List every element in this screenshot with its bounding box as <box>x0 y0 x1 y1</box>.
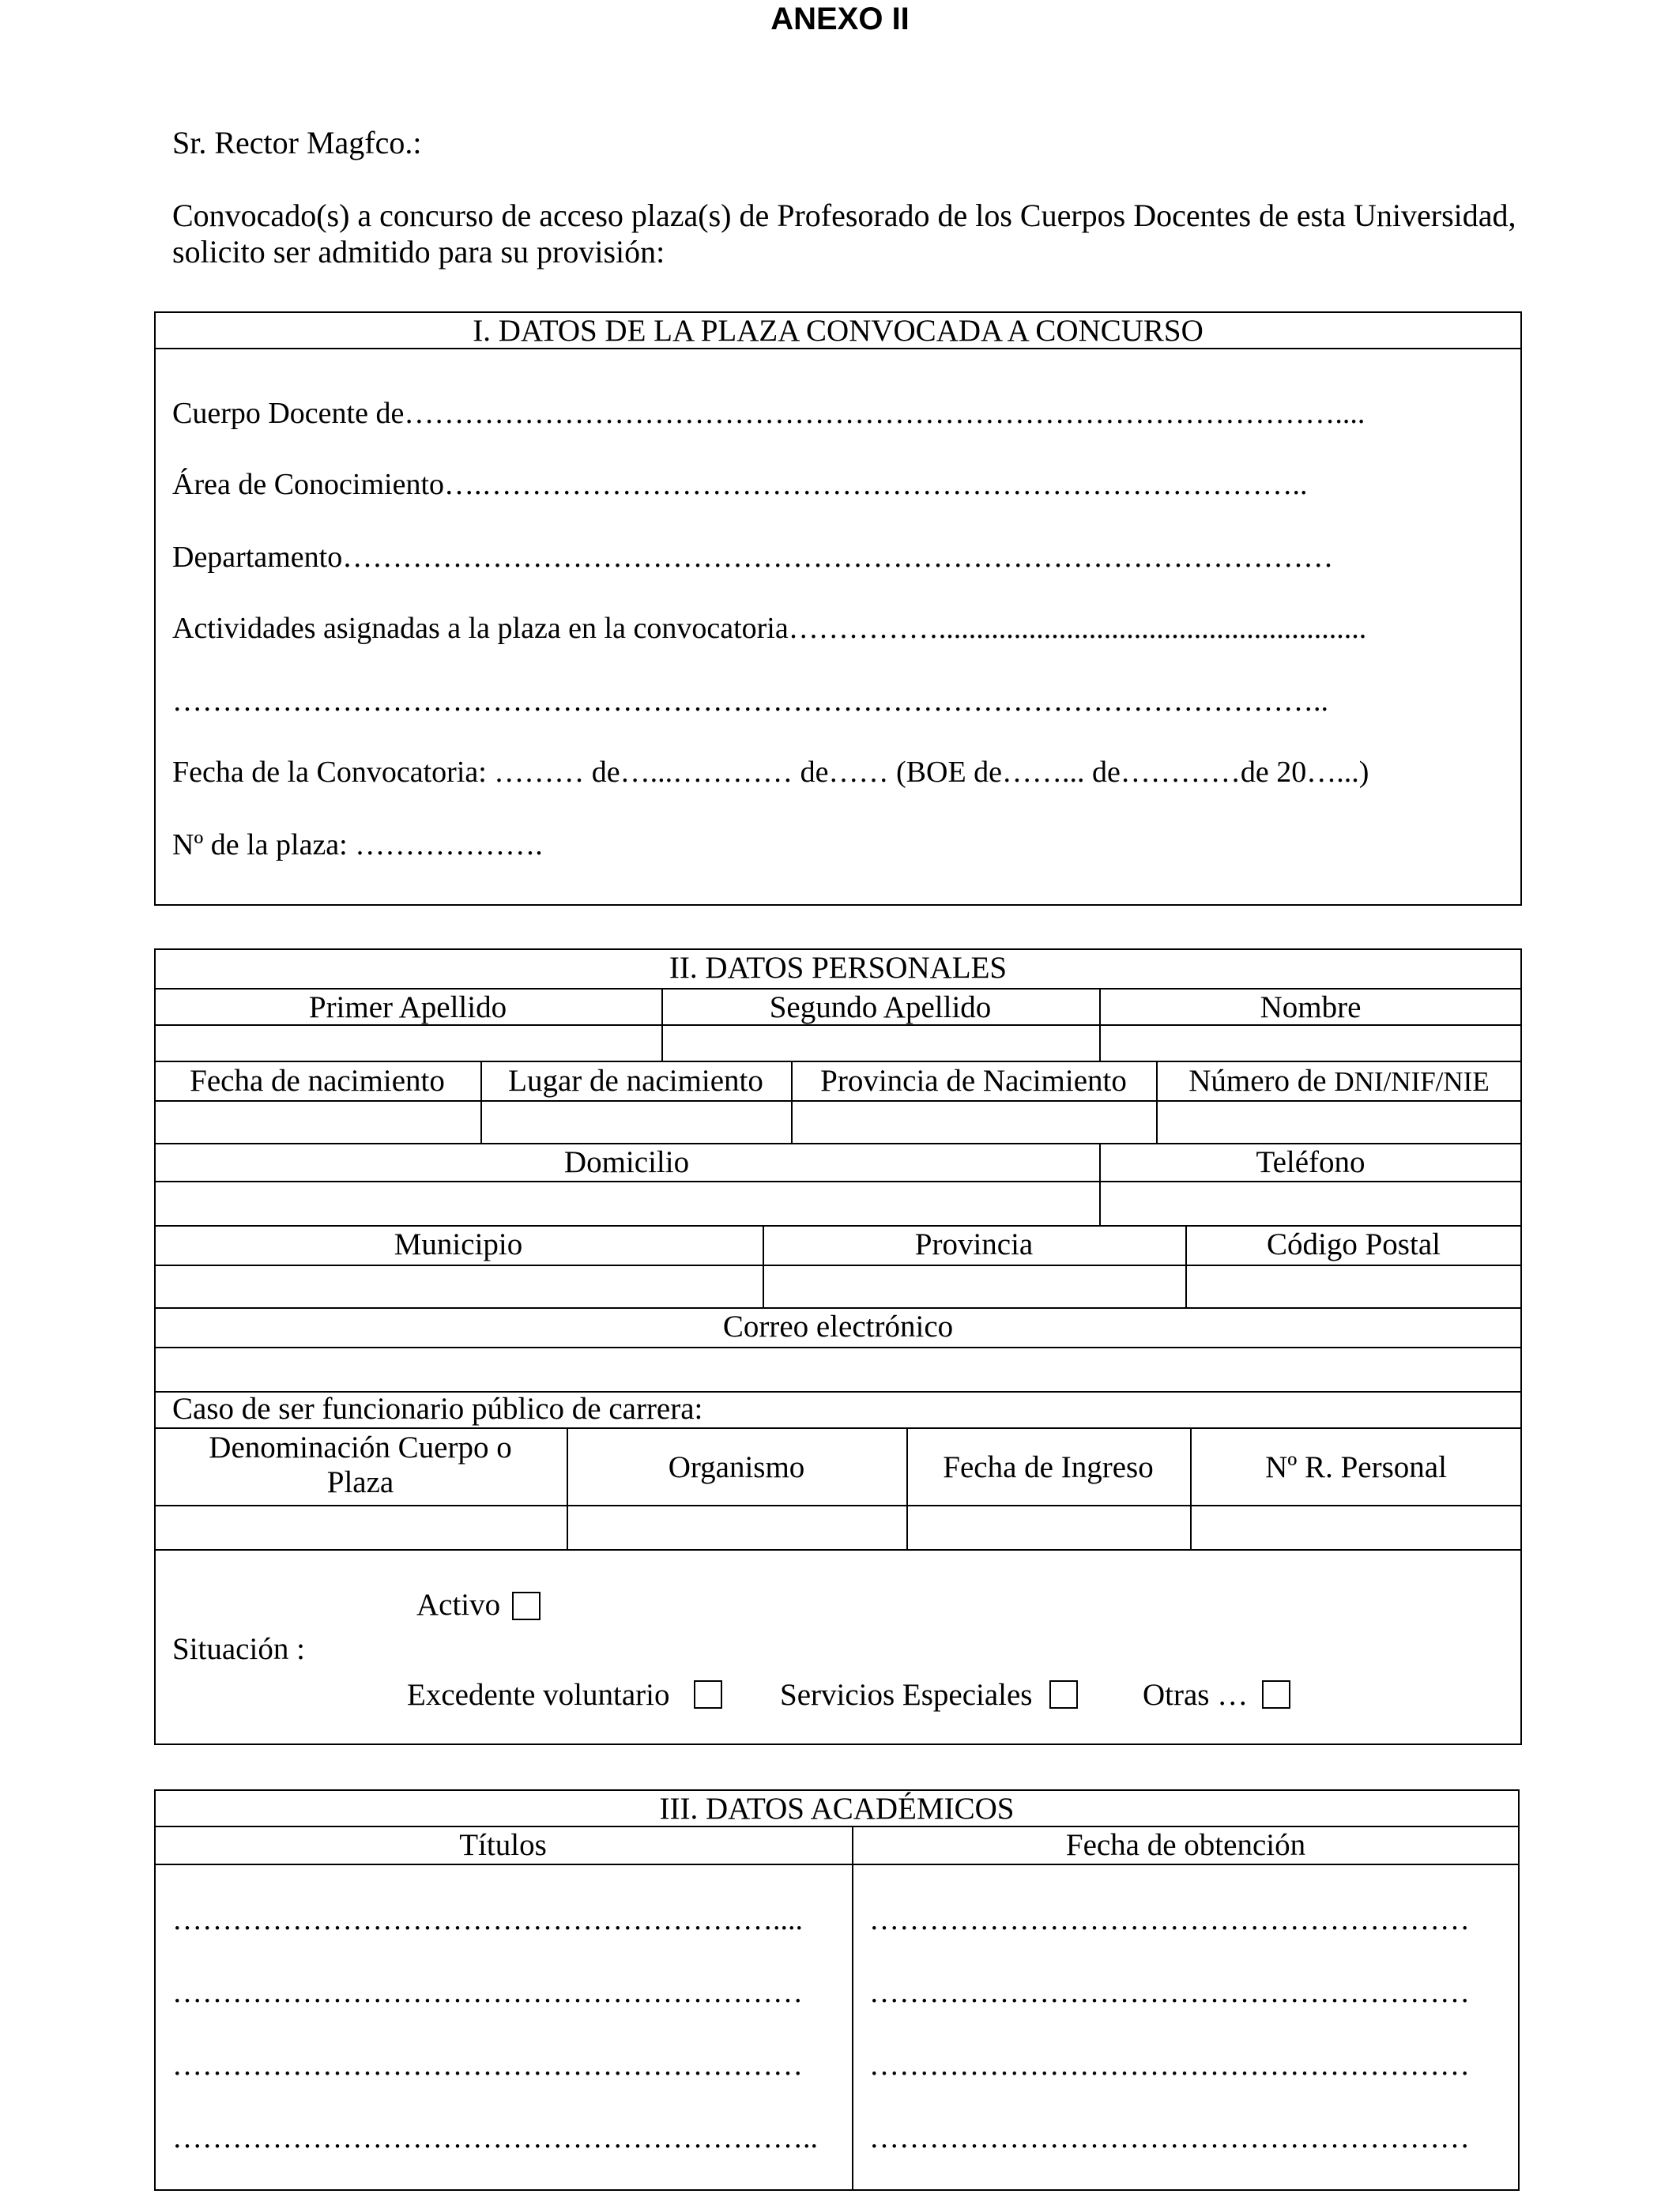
organismo-label: Organismo <box>668 1450 805 1484</box>
fecha-obtencion-field-1[interactable]: …………………………………………………… <box>869 1903 1470 1936</box>
servicios-especiales-checkbox[interactable] <box>1049 1680 1078 1709</box>
municipio-input[interactable] <box>156 1266 761 1306</box>
activo-checkbox[interactable] <box>512 1592 541 1620</box>
servicios-especiales-label: Servicios Especiales <box>780 1678 1033 1712</box>
titulo-field-1[interactable]: …………………………………………………….... <box>172 1903 803 1936</box>
nr-personal-label: Nº R. Personal <box>1265 1450 1447 1484</box>
segundo-apellido-label: Segundo Apellido <box>769 990 992 1024</box>
nombre-label: Nombre <box>1260 990 1362 1024</box>
organismo-input[interactable] <box>568 1506 905 1547</box>
fecha-ingreso-label: Fecha de Ingreso <box>943 1450 1154 1484</box>
section-academic-title: III. DATOS ACADÉMICOS <box>659 1792 1015 1826</box>
divider <box>852 1826 853 2191</box>
nombre-input[interactable] <box>1101 1026 1520 1059</box>
cuerpo-docente-field[interactable]: Cuerpo Docente de………………………………………………………………………………….... <box>172 397 1365 430</box>
otras-label: Otras … <box>1143 1678 1249 1712</box>
excedente-label: Excedente voluntario <box>407 1678 670 1712</box>
numero-dni-prefix: Número de <box>1188 1064 1335 1098</box>
telefono-input[interactable] <box>1101 1182 1520 1223</box>
departamento-field[interactable]: Departamento……………………………………………………………………………………… <box>172 541 1334 574</box>
provincia-input[interactable] <box>764 1266 1184 1306</box>
primer-apellido-label: Primer Apellido <box>308 990 507 1024</box>
fecha-obtencion-field-4[interactable]: …………………………………………………… <box>869 2121 1470 2154</box>
titulo-field-4[interactable]: ……………………………………………………….. <box>172 2121 818 2154</box>
lugar-nacimiento-input[interactable] <box>482 1102 789 1141</box>
correo-input[interactable] <box>156 1348 1520 1389</box>
lugar-nacimiento-label: Lugar de nacimiento <box>508 1064 763 1098</box>
fecha-obtencion-field-3[interactable]: …………………………………………………… <box>869 2049 1470 2082</box>
page-title: ANEXO II <box>770 2 910 36</box>
activo-label: Activo <box>416 1588 501 1622</box>
codigo-postal-label: Código Postal <box>1267 1227 1441 1261</box>
situacion-label: Situación : <box>172 1632 305 1666</box>
numero-dni-input[interactable] <box>1158 1102 1520 1141</box>
domicilio-input[interactable] <box>156 1182 1098 1223</box>
titulo-field-2[interactable]: ……………………………………………………… <box>172 1976 803 2009</box>
domicilio-label: Domicilio <box>563 1145 690 1179</box>
titulo-field-3[interactable]: ……………………………………………………… <box>172 2049 803 2082</box>
telefono-label: Teléfono <box>1256 1145 1365 1179</box>
fecha-nacimiento-label: Fecha de nacimiento <box>190 1064 445 1098</box>
intro-text-line-2: solicito ser admitido para su provisión: <box>172 234 665 270</box>
fecha-convocatoria-field[interactable]: Fecha de la Convocatoria: ……… de…...………… de…… (BOE de……... de…………de 20…...) <box>172 756 1369 789</box>
denominacion-line-2: Plaza <box>326 1465 394 1499</box>
numero-plaza-field[interactable]: Nº de la plaza: ………………. <box>172 828 543 861</box>
actividades-field[interactable]: Actividades asignadas a la plaza en la convocatoria……………......................................................... <box>172 612 1367 645</box>
section-plaza-title: I. DATOS DE LA PLAZA CONVOCADA A CONCURSO <box>473 314 1203 348</box>
provincia-nacimiento-label: Provincia de Nacimiento <box>820 1064 1127 1098</box>
provincia-nacimiento-input[interactable] <box>793 1102 1155 1141</box>
intro-text-line-1: Convocado(s) a concurso de acceso plaza(s) de Profesorado de los Cuerpos Docentes de esta Universidad, <box>172 198 1516 233</box>
salutation: Sr. Rector Magfco.: <box>172 125 422 160</box>
otras-checkbox[interactable] <box>1262 1680 1290 1709</box>
divider <box>154 1864 1520 1865</box>
municipio-label: Municipio <box>394 1227 523 1261</box>
fecha-ingreso-input[interactable] <box>908 1506 1188 1547</box>
denominacion-input[interactable] <box>156 1506 565 1547</box>
divider <box>154 1427 1522 1429</box>
divider <box>154 1549 1522 1551</box>
fecha-obtencion-field-2[interactable]: …………………………………………………… <box>869 1976 1470 2009</box>
denominacion-label <box>154 1431 567 1500</box>
area-conocimiento-field[interactable]: Área de Conocimiento….……………………………………………………………………….. <box>172 468 1308 501</box>
correo-label: Correo electrónico <box>722 1310 954 1344</box>
denominacion-line-1: Denominación Cuerpo o <box>209 1431 512 1465</box>
numero-dni-suffix: DNI/NIF/NIE <box>1334 1066 1490 1097</box>
funcionario-heading: Caso de ser funcionario público de carrera: <box>172 1392 703 1426</box>
primer-apellido-input[interactable] <box>156 1026 660 1059</box>
segundo-apellido-input[interactable] <box>663 1026 1098 1059</box>
divider <box>154 1061 1522 1062</box>
numero-dni-label <box>1156 1063 1522 1100</box>
codigo-postal-input[interactable] <box>1187 1266 1520 1306</box>
excedente-checkbox[interactable] <box>694 1680 722 1709</box>
titulos-label: Títulos <box>459 1828 547 1862</box>
fecha-nacimiento-input[interactable] <box>156 1102 479 1141</box>
nr-personal-input[interactable] <box>1192 1506 1520 1547</box>
provincia-label: Provincia <box>914 1227 1034 1261</box>
fecha-obtencion-label: Fecha de obtención <box>1065 1828 1306 1862</box>
actividades-continuation-field[interactable]: …………………………………………………………………………………………………….. <box>172 684 1328 718</box>
section-personal-title: II. DATOS PERSONALES <box>669 951 1008 985</box>
